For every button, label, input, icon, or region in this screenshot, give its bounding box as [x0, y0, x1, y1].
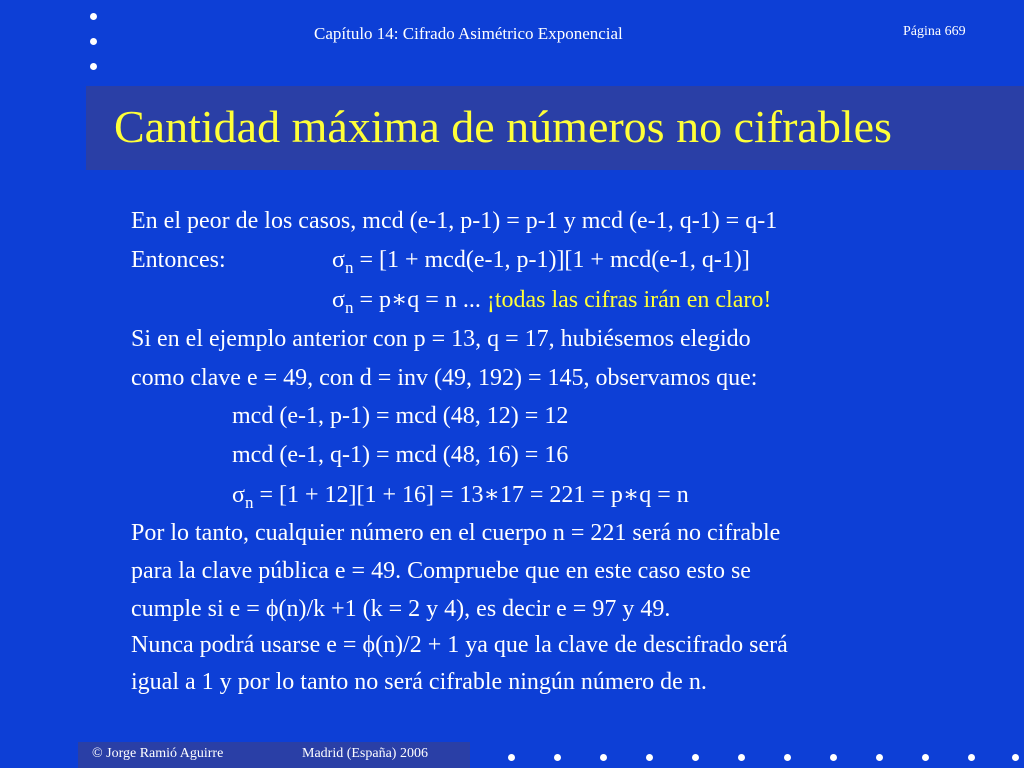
page-number: Página 669 [903, 24, 966, 39]
body-line-2-label: Entonces: [131, 247, 226, 273]
body-line-12: Nunca podrá usarse e = ϕ(n)/2 + 1 ya que la clave de descifrado será [131, 632, 788, 658]
decor-dot [830, 754, 837, 761]
footer-author: © Jorge Ramió Aguirre [92, 746, 224, 761]
body-line-9: Por lo tanto, cualquier número en el cuerpo n = 221 será no cifrable [131, 520, 781, 546]
decor-dot [600, 754, 607, 761]
decor-dot [90, 63, 97, 70]
decor-dot [90, 38, 97, 45]
decor-dot [738, 754, 745, 761]
body-line-5: como clave e = 49, con d = inv (49, 192) = 145, observamos que: [131, 365, 758, 391]
decor-dot [692, 754, 699, 761]
decor-dot [508, 754, 515, 761]
slide-title: Cantidad máxima de números no cifrables [114, 101, 892, 152]
subscript-n: n [344, 258, 354, 277]
body-line-2-formula [332, 246, 750, 276]
decor-dot [646, 754, 653, 761]
body-line-6: mcd (e-1, p-1) = mcd (48, 12) = 12 [232, 403, 569, 429]
body-line-4: Si en el ejemplo anterior con p = 13, q = 17, hubiésemos elegido [131, 326, 751, 352]
body-line-8 [232, 481, 689, 511]
formula-text: = [1 + 12][1 + 16] = 13∗17 = 221 = p∗q = n [253, 482, 689, 508]
subscript-n: n [244, 493, 254, 512]
body-line-11: cumple si e = ϕ(n)/k +1 (k = 2 y 4), es decir e = 97 y 49. [131, 596, 671, 622]
decor-dot [876, 754, 883, 761]
formula-text: = p∗q = n ... [353, 287, 487, 313]
decor-dot [784, 754, 791, 761]
body-line-13: igual a 1 y por lo tanto no será cifrable ningún número de n. [131, 669, 707, 695]
sigma-symbol: σ [232, 482, 245, 508]
highlight-text: ¡todas las cifras irán en claro! [486, 287, 772, 313]
sigma-symbol: σ [332, 287, 345, 313]
body-line-10: para la clave pública e = 49. Compruebe que en este caso esto se [131, 558, 751, 584]
decor-dot [554, 754, 561, 761]
footer-place: Madrid (España) 2006 [302, 746, 428, 761]
decor-dot [922, 754, 929, 761]
body-line-7: mcd (e-1, q-1) = mcd (48, 16) = 16 [232, 442, 569, 468]
formula-text: = [1 + mcd(e-1, p-1)][1 + mcd(e-1, q-1)] [353, 247, 750, 273]
body-line-3 [332, 286, 771, 316]
sigma-symbol: σ [332, 247, 345, 273]
subscript-n: n [344, 298, 354, 317]
decor-dot [968, 754, 975, 761]
decor-dot [90, 13, 97, 20]
decor-dot [1012, 754, 1019, 761]
body-line-1: En el peor de los casos, mcd (e-1, p-1) = p-1 y mcd (e-1, q-1) = q-1 [131, 208, 778, 234]
chapter-header: Capítulo 14: Cifrado Asimétrico Exponencial [314, 24, 623, 43]
